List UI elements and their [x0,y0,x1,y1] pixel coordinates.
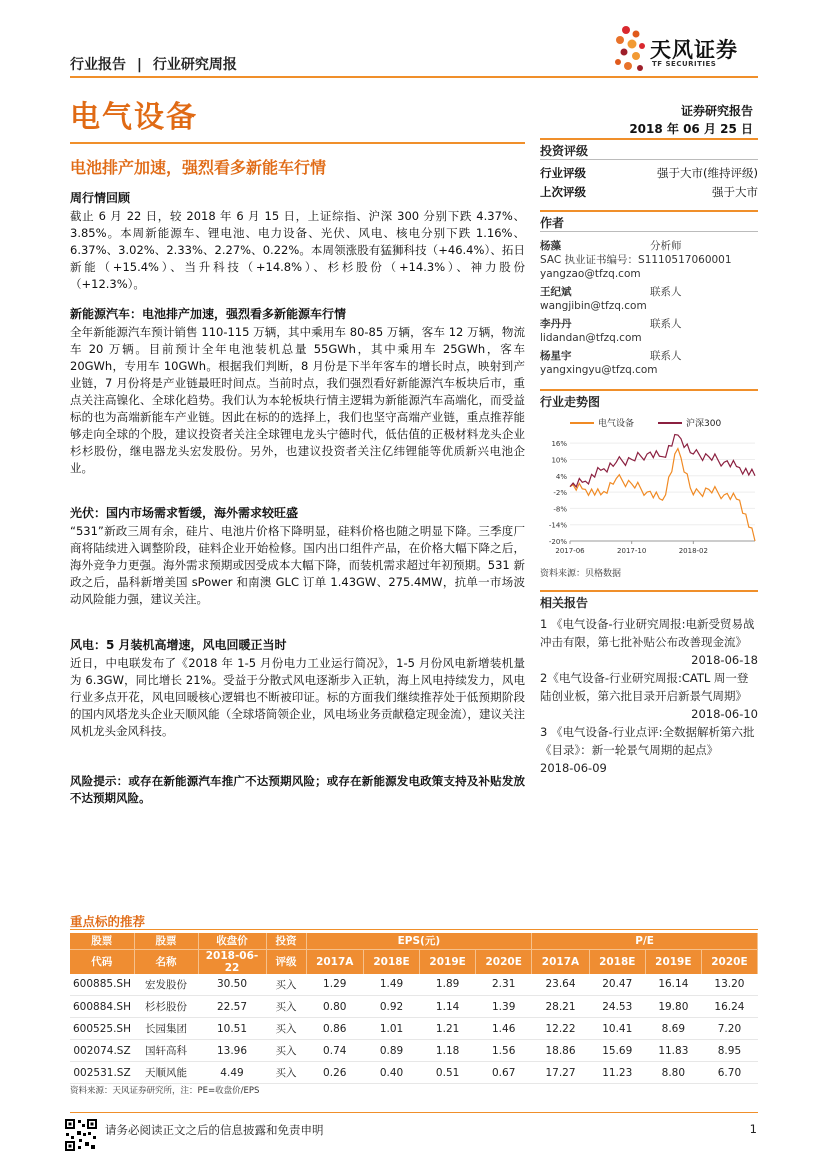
table-cell: 600885.SH [70,974,134,996]
legend-label: 沪深300 [686,419,722,429]
subcategory-label: 行业研究周报 [152,57,237,73]
table-cell: 13.96 [198,1040,266,1062]
y-tick-label: -8% [553,505,567,514]
report-category [70,54,243,74]
table-cell: 17.27 [532,1062,590,1084]
logo-mark-icon [612,24,652,76]
y-tick-label: -20% [548,538,567,546]
table-cell: 0.80 [306,996,364,1018]
table-cell: 0.67 [476,1062,532,1084]
table-cell: 7.20 [701,1018,757,1040]
table-cell: 0.86 [306,1018,364,1040]
y-tick-label: 16% [551,440,567,449]
y-tick-label: -14% [548,521,567,530]
table-cell: 16.24 [701,996,757,1018]
col-subheader: 2018E [364,949,420,974]
table-cell: 8.69 [645,1018,701,1040]
col-header: EPS(元) [306,933,532,949]
table-cell: 1.29 [306,974,364,996]
author-name: 杨星宇 [540,350,572,362]
table-cell: 11.83 [645,1040,701,1062]
table-top-line [70,929,758,930]
author-role: 联系人 [650,286,682,298]
table-cell: 24.53 [589,996,645,1018]
rating-row [540,182,758,201]
col-subheader: 2018-06-22 [198,949,266,974]
x-tick-label: 2017-10 [617,547,647,555]
authors-block [540,214,758,377]
col-subheader: 2017A [306,949,364,974]
author-role: 分析师 [650,240,682,252]
table-cell: 0.89 [364,1040,420,1062]
category-label: 行业报告 [70,57,126,73]
col-subheader: 2019E [645,949,701,974]
rating-value: 强于大市 [712,184,758,199]
table-cell: 30.50 [198,974,266,996]
table-cell: 6.70 [701,1062,757,1084]
legend-label: 电气设备 [598,419,635,429]
table-cell: 1.56 [476,1040,532,1062]
sidebar-divider [540,389,758,391]
table-cell: 1.39 [476,996,532,1018]
section-wind [70,637,525,740]
table-cell: 23.64 [532,974,590,996]
chart-source: 资料来源：贝格数据 [540,569,622,579]
author-email[interactable]: wangjibin@tfzq.com [540,300,647,312]
section-pv [70,505,525,608]
table-cell: 002074.SZ [70,1040,134,1062]
table-cell: 8.80 [645,1062,701,1084]
risk-warning [70,773,525,807]
report-type: 证券研究报告 [680,104,753,118]
section-body: 全年新能源汽车预计销售 110-115 万辆，其中乘用车 80-85 万辆，客车 12 万辆，物流车 20 万辆。目前预计全年电池装机总量 55GWh，其中乘用车 25GWh，客车 20GWh，专用车 10GWh。根据我们判断，8 月份是下半年客车的增长时点，映射到产业链，7 月份将是产业链最旺时间点。当前时点，我们强烈看好新能源汽车板块后市，重点关注高镍化、全球化趋势。我们认为本轮板块行情主逻辑为新能源汽车高端化，而受益标的也为高端新能车产业链。因此在标的的选择上，我们也坚守高端产业链，重点推荐能够走向全球的个股，建议投资者关注全球锂电龙头宁德时代，低估值的正极材料龙头企业杉杉股份，继电器龙头宏发股份。另外，也建议投资者关注亿纬锂能等优质新兴电池企业。 [70,325,525,475]
section-ev [70,306,525,477]
series-line-index [570,435,755,487]
section-title: 风电：5 月装机高增速，风电回暖正当时 [70,638,287,652]
table-cell: 买入 [266,996,306,1018]
col-subheader: 名称 [134,949,198,974]
author-email[interactable]: lidandan@tfzq.com [540,332,642,344]
col-header: 股票 [134,933,198,949]
table-cell: 1.46 [476,1018,532,1040]
authors-head: 作者 [540,216,565,230]
table-cell: 19.80 [645,996,701,1018]
author-entry [540,239,758,281]
table-cell: 买入 [266,1040,306,1062]
table-cell: 1.89 [420,974,476,996]
col-header: 收盘价 [198,933,266,949]
rating-key: 上次评级 [540,184,586,199]
footer-line [70,1112,758,1113]
related-item[interactable] [540,615,758,669]
risk-label: 风险提示： [70,774,129,788]
table-cell: 12.22 [532,1018,590,1040]
table-cell: 长园集团 [134,1018,198,1040]
table-row [70,1062,758,1084]
section-weekly-review [70,190,525,293]
related-title[interactable]: 3 《电气设备-行业点评:全数据解析第六批《目录》：新一轮景气周期的起点》 [540,725,755,757]
logo-text-en: TF SECURITIES [652,60,717,68]
col-subheader: 2018E [589,949,645,974]
trend-head-block [540,393,758,410]
sidebar-divider [540,590,758,592]
table-cell: 20.47 [589,974,645,996]
table-row [70,996,758,1018]
related-date: 2018-06-18 [691,653,758,667]
category-separator: | [136,57,142,73]
col-subheader: 评级 [266,949,306,974]
recommended-stocks-table [70,933,758,1084]
author-role: 联系人 [650,350,682,362]
author-name: 杨藻 [540,240,561,252]
table-cell: 国轩高科 [134,1040,198,1062]
col-subheader: 2017A [532,949,590,974]
author-name: 李丹丹 [540,318,572,330]
table-cell: 22.57 [198,996,266,1018]
page-title: 电气设备 [70,100,198,135]
risk-body: 或存在新能源汽车推广不达预期风险；或存在新能源发电政策支持及补贴发放不达预期风险。 [70,774,525,805]
related-date: 2018-06-09 [540,761,607,775]
table-cell: 买入 [266,1062,306,1084]
col-header: 投资 [266,933,306,949]
table-cell: 0.40 [364,1062,420,1084]
section-title: 光伏：国内市场需求暂缓，海外需求较旺盛 [70,506,299,520]
table-cell: 0.92 [364,996,420,1018]
table-cell: 1.18 [420,1040,476,1062]
rating-key: 行业评级 [540,165,586,180]
author-entry [540,285,758,313]
table-cell: 10.51 [198,1018,266,1040]
table-cell: 1.14 [420,996,476,1018]
page-number: 1 [749,1122,757,1136]
x-tick-label: 2017-06 [555,547,585,555]
authors-divider [540,231,758,232]
table-cell: 0.26 [306,1062,364,1084]
table-cell: 4.49 [198,1062,266,1084]
table-row [70,1040,758,1062]
y-tick-label: -2% [553,489,567,498]
table-subheader-row [70,949,758,974]
table-cell: 16.14 [645,974,701,996]
col-header: 股票 [70,933,134,949]
author-entry [540,349,758,377]
table-cell: 28.21 [532,996,590,1018]
related-title[interactable]: 1 《电气设备-行业研究周报:电新受贸易战冲击有限，第七批补贴公布改善现金流》 [540,617,755,649]
author-role: 联系人 [650,318,682,330]
section-title: 周行情回顾 [70,191,131,205]
related-block [540,594,758,777]
table-cell: 买入 [266,1018,306,1040]
qr-code-icon [64,1118,98,1152]
company-logo [612,20,762,78]
section-body: “531”新政三周有余，硅片、电池片价格下降明显，硅料价格也随之明显下降。三季度厂商将陆续进入调整阶段，硅料企业开始检修。国内出口组件产品，在价格大幅下降之后，海外竞争力更强。海外需求预期或因受成本大幅下降，而装机需求超过年初预期。531 新政之后，晶科新增美国 sPower 和南澳 GLC 订单 1.43GW、275.4MW，抗单一市场波动风险能力强，建议关注。 [70,524,525,606]
table-header-row [70,933,758,949]
table-cell: 11.23 [589,1062,645,1084]
rating-head: 投资评级 [540,144,589,158]
section-body: 近日，中电联发布了《2018 年 1-5 月份电力工业运行简况》，1-5 月份风电新增装机量为 6.3GW，同比增长 21%。受益于分散式风电逐渐步入正轨，海上风电持续发力，风电行业多点开花，风电回暖核心逻辑也不断被印证。标的方面我们继续推荐处于低预期阶段的国内风塔龙头企业天顺风能（全球塔筒领企业，风电场业务贡献稳定现金流），建议关注风机龙头金风科技。 [70,656,525,738]
table-row [70,974,758,996]
table-cell: 600525.SH [70,1018,134,1040]
table-cell: 1.49 [364,974,420,996]
x-tick-label: 2018-02 [678,547,708,555]
table-cell: 买入 [266,974,306,996]
table-cell: 杉杉股份 [134,996,198,1018]
table-cell: 0.74 [306,1040,364,1062]
sidebar-divider [540,210,758,212]
report-date: 2018 年 06 月 25 日 [629,122,753,136]
y-tick-label: 4% [555,472,567,481]
industry-trend-chart [540,413,760,563]
col-subheader: 代码 [70,949,134,974]
related-item[interactable] [540,723,758,777]
col-subheader: 2020E [476,949,532,974]
section-title: 新能源汽车：电池排产加速，强烈看多新能源车行情 [70,307,347,321]
table-cell: 1.21 [420,1018,476,1040]
table-cell: 15.69 [589,1040,645,1062]
disclaimer-notice: 请务必阅读正文之后的信息披露和免责申明 [105,1123,324,1137]
related-date: 2018-06-10 [691,707,758,721]
series-line-industry [570,449,755,541]
author-email[interactable]: yangzao@tfzq.com [540,268,641,280]
author-email[interactable]: yangxingyu@tfzq.com [540,364,658,376]
related-head: 相关报告 [540,596,589,610]
table-cell: 600884.SH [70,996,134,1018]
table-cell: 1.01 [364,1018,420,1040]
sidebar-divider [540,138,758,140]
author-entry [540,317,758,345]
author-name: 王纪斌 [540,286,572,298]
table-cell: 2.31 [476,974,532,996]
related-title[interactable]: 2《电气设备-行业研究周报:CATL 周一登陆创业板，第六批目录开启新景气周期》 [540,671,749,703]
table-cell: 0.51 [420,1062,476,1084]
y-tick-label: 10% [551,456,567,465]
trend-head: 行业走势图 [540,395,601,409]
table-title: 重点标的推荐 [70,914,146,929]
header-divider [70,76,758,78]
table-cell: 10.41 [589,1018,645,1040]
logo-text-cn: 天风证券 [650,38,738,62]
rating-row [540,163,758,182]
related-item[interactable] [540,669,758,723]
title-divider [70,142,525,144]
col-header: P/E [532,933,758,949]
table-cell: 宏发股份 [134,974,198,996]
rating-value: 强于大市(维持评级) [657,165,758,180]
table-cell: 002531.SZ [70,1062,134,1084]
col-subheader: 2019E [420,949,476,974]
author-cert: SAC 执业证书编号：S1110517060001 [540,254,732,266]
table-source: 资料来源：天风证券研究所，注：PE=收盘价/EPS [70,1086,260,1096]
table-cell: 13.20 [701,974,757,996]
trend-chart-svg [540,413,760,563]
table-cell: 天顺风能 [134,1062,198,1084]
rating-block [540,142,758,201]
section-body: 截止 6 月 22 日，较 2018 年 6 月 15 日，上证综指、沪深 300 分别下跌 4.37%、3.85%。本周新能源车、锂电池、电力设备、光伏、风电、核电分别下跌 1.16%、6.37%、3.02%、2.33%、2.27%、0.22%。本周领涨股有猛狮科技（+46.4%）、拓日新能（+15.4%）、当升科技（+14.8%）、杉杉股份（+14.3%）、神力股份（+12.3%）。 [70,209,525,291]
table-cell: 18.86 [532,1040,590,1062]
headline: 电池排产加速，强烈看多新能车行情 [70,158,327,177]
table-row [70,1018,758,1040]
table-cell: 8.95 [701,1040,757,1062]
col-subheader: 2020E [701,949,757,974]
rating-divider [540,159,758,160]
